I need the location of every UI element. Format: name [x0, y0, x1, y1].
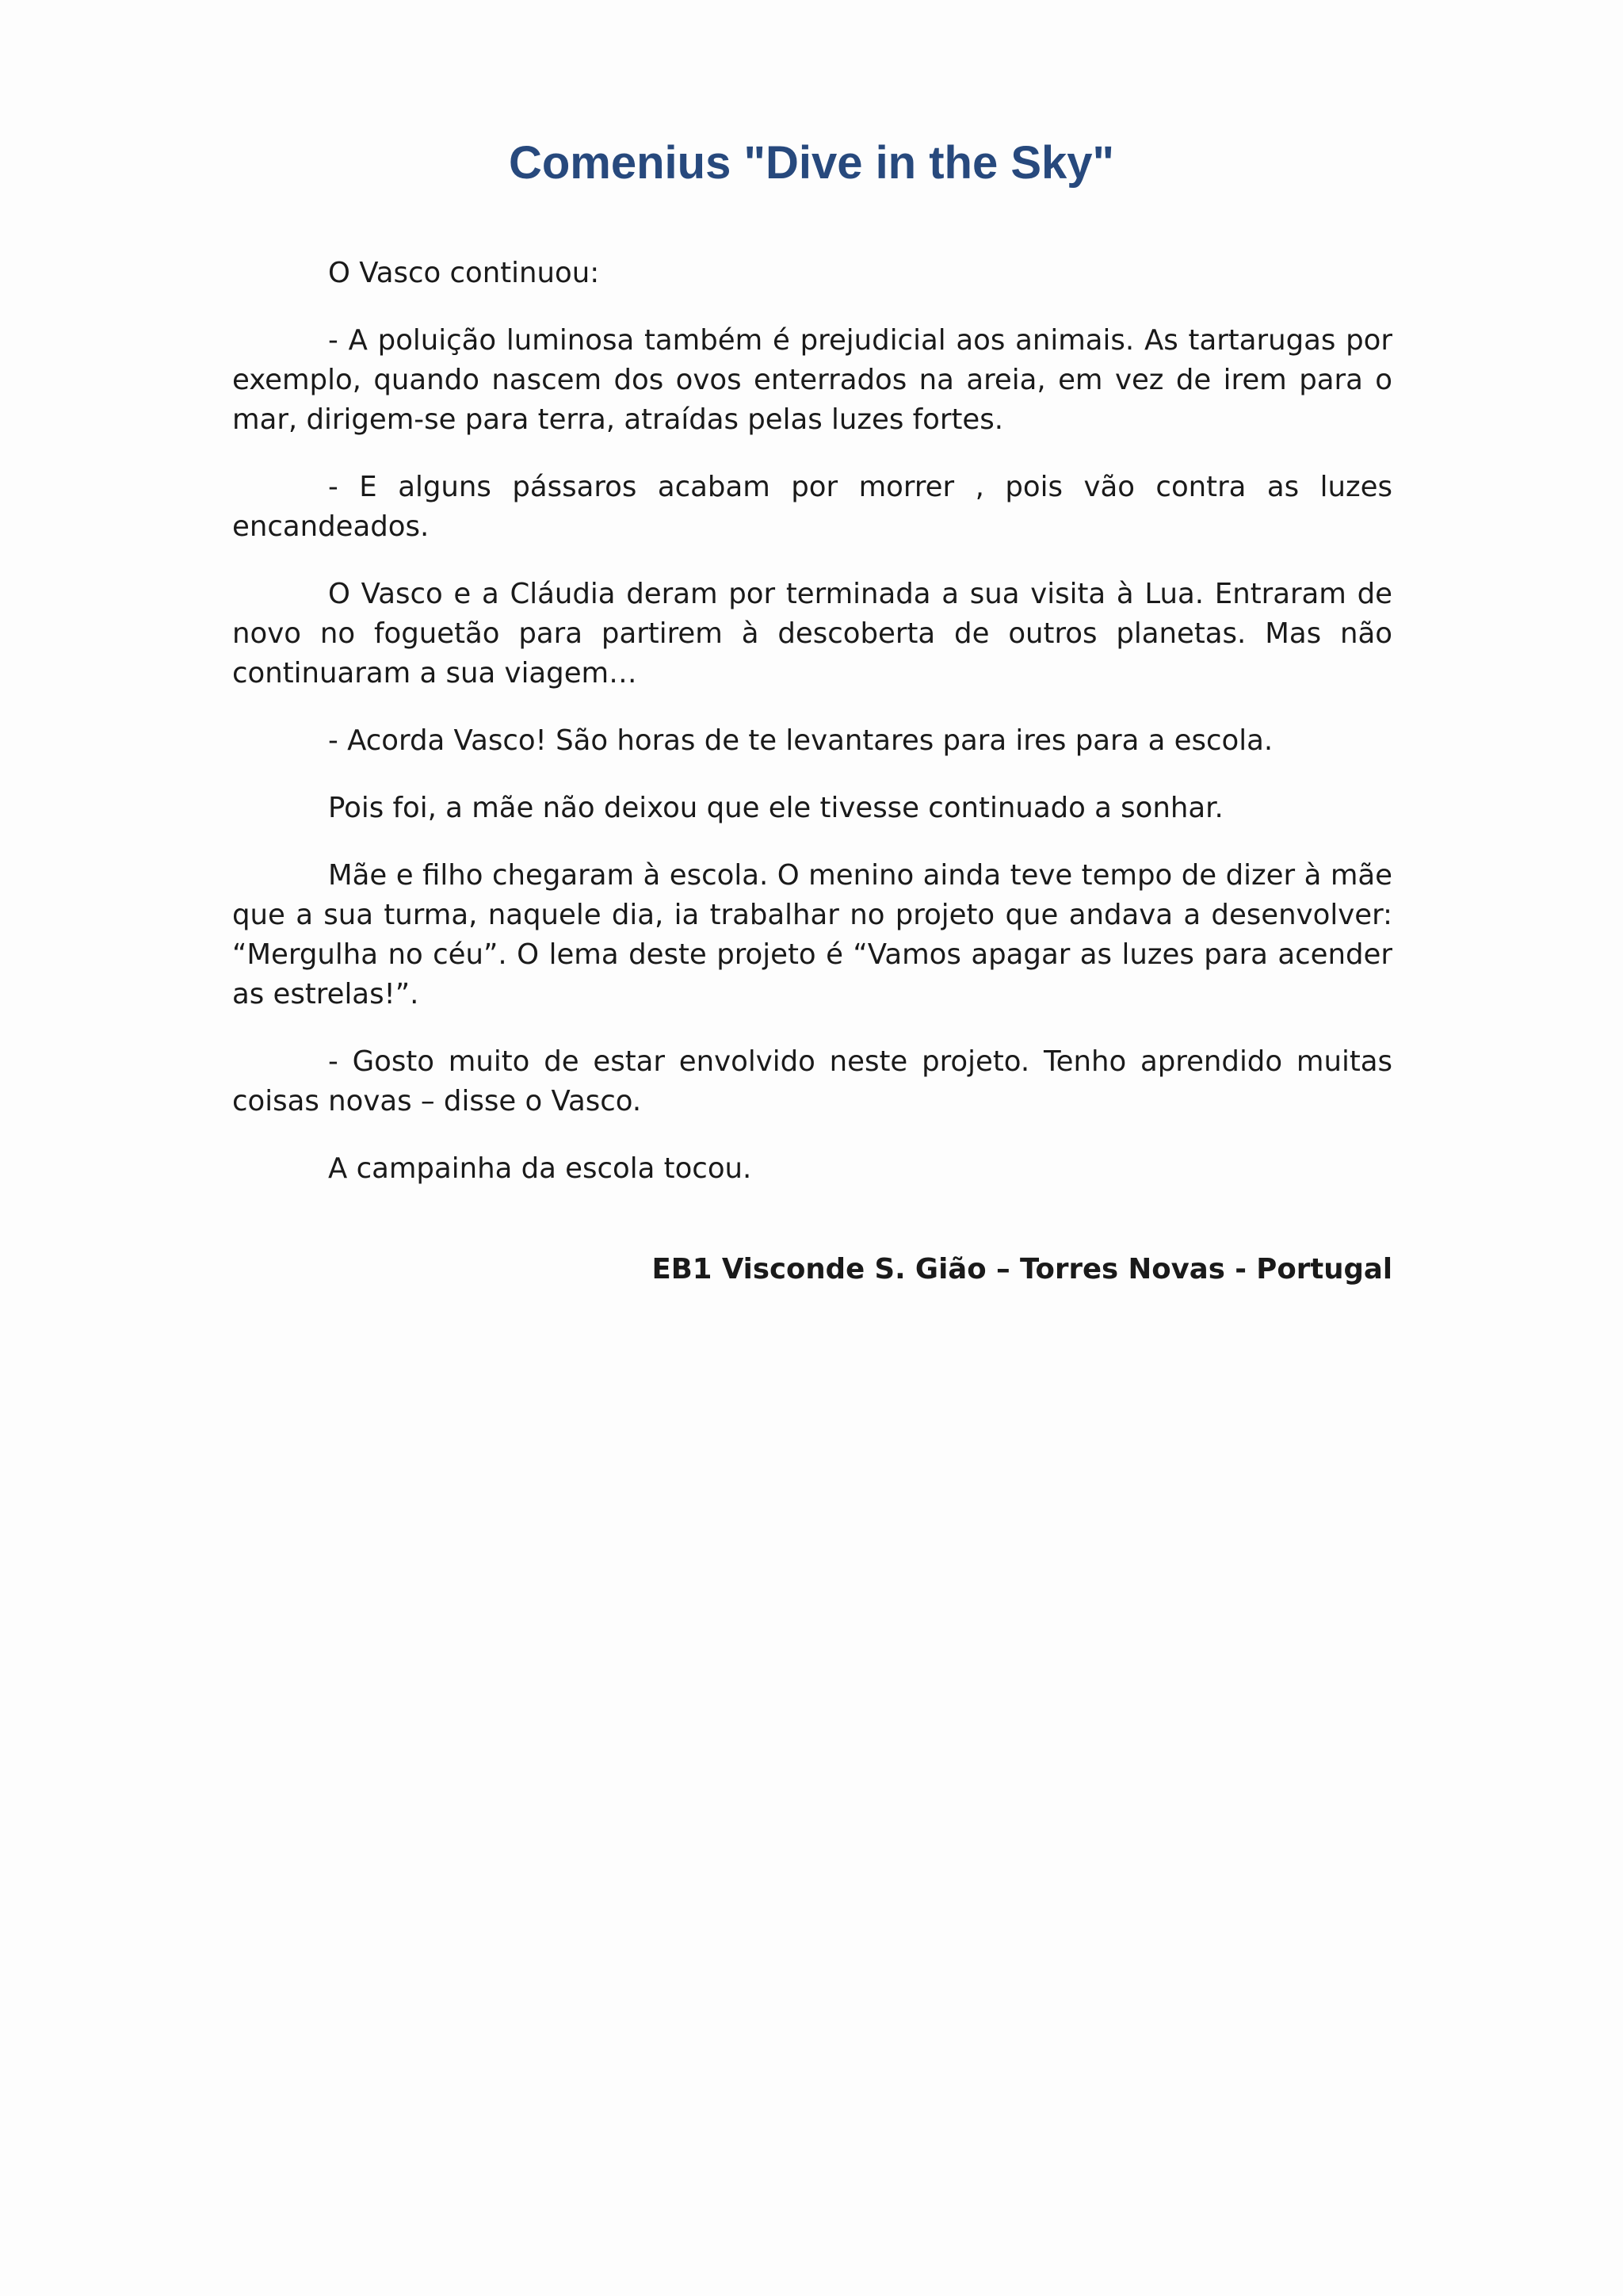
- school-signature: EB1 Visconde S. Gião – Torres Novas - Portugal: [651, 1253, 1392, 1286]
- paragraph: Mãe e filho chegaram à escola. O menino ainda teve tempo de dizer à mãe que a sua turma, naquele dia, ia trabalhar no projeto que andava a desenvolver: “Mergulha no céu”. O lema deste projeto é “Vamos apagar as luzes para acender as estrelas!”.: [232, 859, 1392, 1010]
- paragraph: - E alguns pássaros acabam por morrer , pois vão contra as luzes encandeados.: [232, 471, 1392, 543]
- story-body: [232, 254, 1392, 1217]
- paragraph: A campainha da escola tocou.: [328, 1152, 752, 1185]
- paragraph: O Vasco e a Cláudia deram por terminada a sua visita à Lua. Entraram de novo no foguetão para partirem à descoberta de outros planetas. Mas não continuaram a sua viagem…: [232, 578, 1392, 690]
- paragraph: Pois foi, a mãe não deixou que ele tivesse continuado a sonhar.: [328, 792, 1224, 824]
- paragraph: - A poluição luminosa também é prejudicial aos animais. As tartarugas por exemplo, quando nascem dos ovos enterrados na areia, em vez de irem para o mar, dirigem-se para terra, atraídas pelas luzes fortes.: [232, 324, 1392, 436]
- page-title: Comenius "Dive in the Sky": [508, 137, 1115, 189]
- paragraph: - Acorda Vasco! São horas de te levantares para ires para a escola.: [328, 724, 1274, 757]
- paragraph: O Vasco continuou:: [328, 257, 600, 289]
- paragraph: - Gosto muito de estar envolvido neste projeto. Tenho aprendido muitas coisas novas – disse o Vasco.: [232, 1045, 1392, 1117]
